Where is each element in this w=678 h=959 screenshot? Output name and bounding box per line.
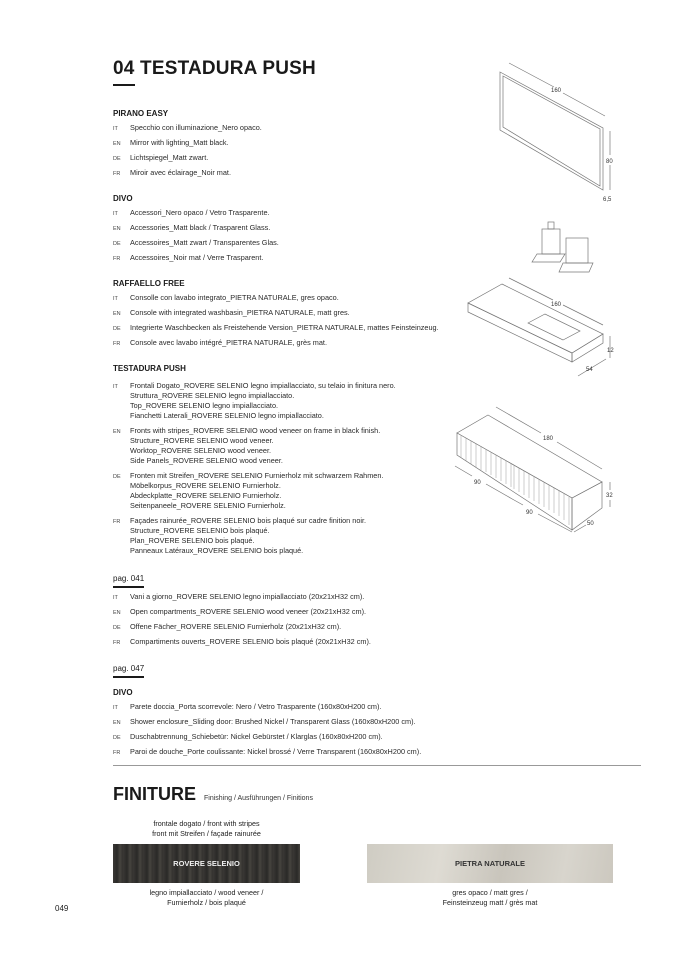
cabinet-width-label: 180 [543, 436, 554, 442]
lang-code: FR [113, 341, 121, 347]
item-text: Compartiments ouverts_ROVERE SELENIO bois plaqué (20x21xH32 cm). [130, 637, 371, 646]
item-text: Console avec lavabo intégré_PIETRA NATURALE, grès mat. [130, 338, 327, 347]
lang-code: DE [113, 625, 121, 631]
list-item [113, 607, 483, 618]
swatch-label: PIETRA NATURALE [455, 859, 525, 868]
console-drawing [468, 278, 610, 376]
item-text: Consolle con lavabo integrato_PIETRA NATURALE, gres opaco. [130, 293, 339, 302]
item-text: Möbelkorpus_ROVERE SELENIO Furnierholz. [130, 481, 281, 490]
item-text: Console with integrated washbasin_PIETRA NATURALE, matt gres. [130, 308, 350, 317]
item-text: Accessories_Matt black / Trasparent Glass. [130, 223, 271, 232]
front-caption [113, 819, 300, 839]
lang-code: DE [113, 735, 121, 741]
item-text: Vani a giorno_ROVERE SELENIO legno impiallacciato (20x21xH32 cm). [130, 592, 365, 601]
section-heading: PIRANO EASY [113, 109, 169, 118]
item-text: Offene Fächer_ROVERE SELENIO Furnierholz (20x21xH32 cm). [130, 622, 342, 631]
item-text: Panneaux Latéraux_ROVERE SELENIO bois plaqué. [130, 546, 304, 555]
item-text: Top_ROVERE SELENIO legno impiallacciato. [130, 401, 279, 410]
item-text: Structure_ROVERE SELENIO wood veneer. [130, 436, 274, 445]
lang-code: DE [113, 326, 121, 332]
lang-code: EN [113, 610, 121, 616]
item-text: Accessori_Nero opaco / Vetro Trasparente. [130, 208, 270, 217]
divider [113, 765, 641, 766]
lang-code: IT [113, 595, 118, 601]
lang-code: FR [113, 519, 121, 525]
cabinet-half1-label: 90 [474, 480, 481, 486]
lang-code: DE [113, 156, 121, 162]
swatch-pietra-naturale [367, 844, 613, 883]
lang-code: FR [113, 640, 121, 646]
console-depth-label: 54 [586, 367, 593, 373]
finiture-subtitle: Finishing / Ausführungen / Finitions [204, 795, 313, 802]
finiture-title: FINITURE [113, 784, 196, 804]
lang-code: IT [113, 296, 118, 302]
cabinet-height-label: 32 [606, 493, 613, 499]
lang-code: DE [113, 241, 121, 247]
section-heading: DIVO [113, 688, 133, 697]
accessories-drawing [532, 222, 593, 272]
mirror-height-label: 80 [606, 159, 613, 165]
mirror-depth-label: 6,5 [603, 197, 612, 203]
item-text: Shower enclosure_Sliding door: Brushed Nickel / Transparent Glass (160x80xH200 cm). [130, 717, 416, 726]
page-reference: pag. 047 [113, 664, 144, 678]
cabinet-depth-label: 50 [587, 521, 594, 527]
swatch-label: ROVERE SELENIO [173, 859, 240, 868]
console-width-label: 160 [551, 302, 562, 308]
swatch-caption [113, 888, 300, 908]
item-text: Worktop_ROVERE SELENIO wood veneer. [130, 446, 272, 455]
lang-code: FR [113, 256, 121, 262]
caption-line: gres opaco / matt gres / [452, 888, 528, 897]
lang-code: EN [113, 141, 121, 147]
item-text: Accessoires_Matt zwart / Transparentes Glas. [130, 238, 279, 247]
page-title: 04 TESTADURA PUSH [113, 58, 316, 79]
section-heading: DIVO [113, 194, 133, 203]
item-text: Fronts with stripes_ROVERE SELENIO wood veneer on frame in black finish. [130, 426, 381, 435]
caption-line: frontale dogato / front with stripes [153, 819, 260, 828]
list-item [113, 637, 483, 648]
item-text: Specchio con illuminazione_Nero opaco. [130, 123, 262, 132]
caption-line: legno impiallacciato / wood veneer / [149, 888, 264, 897]
console-height-label: 12 [607, 348, 614, 354]
lang-code: IT [113, 211, 118, 217]
list-item [113, 622, 483, 633]
lang-code: EN [113, 226, 121, 232]
item-text: Mirror with lighting_Matt black. [130, 138, 229, 147]
item-text: Struttura_ROVERE SELENIO legno impiallacciato. [130, 391, 295, 400]
lang-code: FR [113, 171, 121, 177]
item-text: Fianchetti Laterali_ROVERE SELENIO legno impiallacciato. [130, 411, 324, 420]
list-item [113, 747, 483, 758]
item-text: Parete doccia_Porta scorrevole: Nero / Vetro Trasparente (160x80xH200 cm). [130, 702, 382, 711]
section-pag-047 [113, 658, 483, 762]
list-item [113, 702, 483, 713]
cabinet-half2-label: 90 [526, 510, 533, 516]
lang-code: DE [113, 474, 121, 480]
item-text: Façades rainurée_ROVERE SELENIO bois plaqué sur cadre finition noir. [130, 516, 367, 525]
page-reference: pag. 041 [113, 574, 144, 588]
page-number: 049 [55, 904, 69, 913]
lang-code: EN [113, 720, 121, 726]
section-heading: RAFFAELLO FREE [113, 279, 185, 288]
caption-line: Feinsteinzeug matt / grès mat [442, 898, 538, 907]
item-text: Seitenpaneele_ROVERE SELENIO Furnierholz. [130, 501, 286, 510]
mirror-drawing [500, 63, 610, 190]
caption-line: Furnierholz / bois plaqué [167, 898, 246, 907]
item-text: Abdeckplatte_ROVERE SELENIO Furnierholz. [130, 491, 282, 500]
item-text: Integrierte Waschbecken als Freistehende Version_PIETRA NATURALE, mattes Feinsteinzeug. [130, 323, 439, 332]
item-text: Accessoires_Noir mat / Verre Trasparent. [130, 253, 264, 262]
swatch-rovere-selenio [113, 844, 300, 883]
item-text: Lichtspiegel_Matt zwart. [130, 153, 209, 162]
item-text: Frontali Dogato_ROVERE SELENIO legno impiallacciato, su telaio in finitura nero. [130, 381, 396, 390]
swatch-caption [367, 888, 613, 908]
list-item [113, 732, 483, 743]
lang-code: IT [113, 705, 118, 711]
item-text: Structure_ROVERE SELENIO bois plaqué. [130, 526, 270, 535]
item-text: Side Panels_ROVERE SELENIO wood veneer. [130, 456, 283, 465]
lang-code: EN [113, 429, 121, 435]
item-text: Fronten mit Streifen_ROVERE SELENIO Furnierholz mit schwarzem Rahmen. [130, 471, 384, 480]
list-item [113, 717, 483, 728]
lang-code: FR [113, 750, 121, 756]
item-text: Miroir avec éclairage_Noir mat. [130, 168, 231, 177]
item-text: Duschabtrennung_Schiebetür: Nickel Gebürstet / Klarglas (160x80xH200 cm). [130, 732, 383, 741]
lang-code: EN [113, 311, 121, 317]
item-text: Plan_ROVERE SELENIO bois plaqué. [130, 536, 255, 545]
section-heading: TESTADURA PUSH [113, 364, 186, 373]
item-text: Open compartments_ROVERE SELENIO wood veneer (20x21xH32 cm). [130, 607, 367, 616]
finiture-header [113, 784, 313, 805]
item-text: Paroi de douche_Porte coulissante: Nickel brossé / Verre Transparent (160x80xH200 cm). [130, 747, 422, 756]
mirror-width-label: 160 [551, 88, 562, 94]
lang-code: IT [113, 384, 118, 390]
lang-code: IT [113, 126, 118, 132]
caption-line: front mit Streifen / façade rainurée [152, 829, 261, 838]
